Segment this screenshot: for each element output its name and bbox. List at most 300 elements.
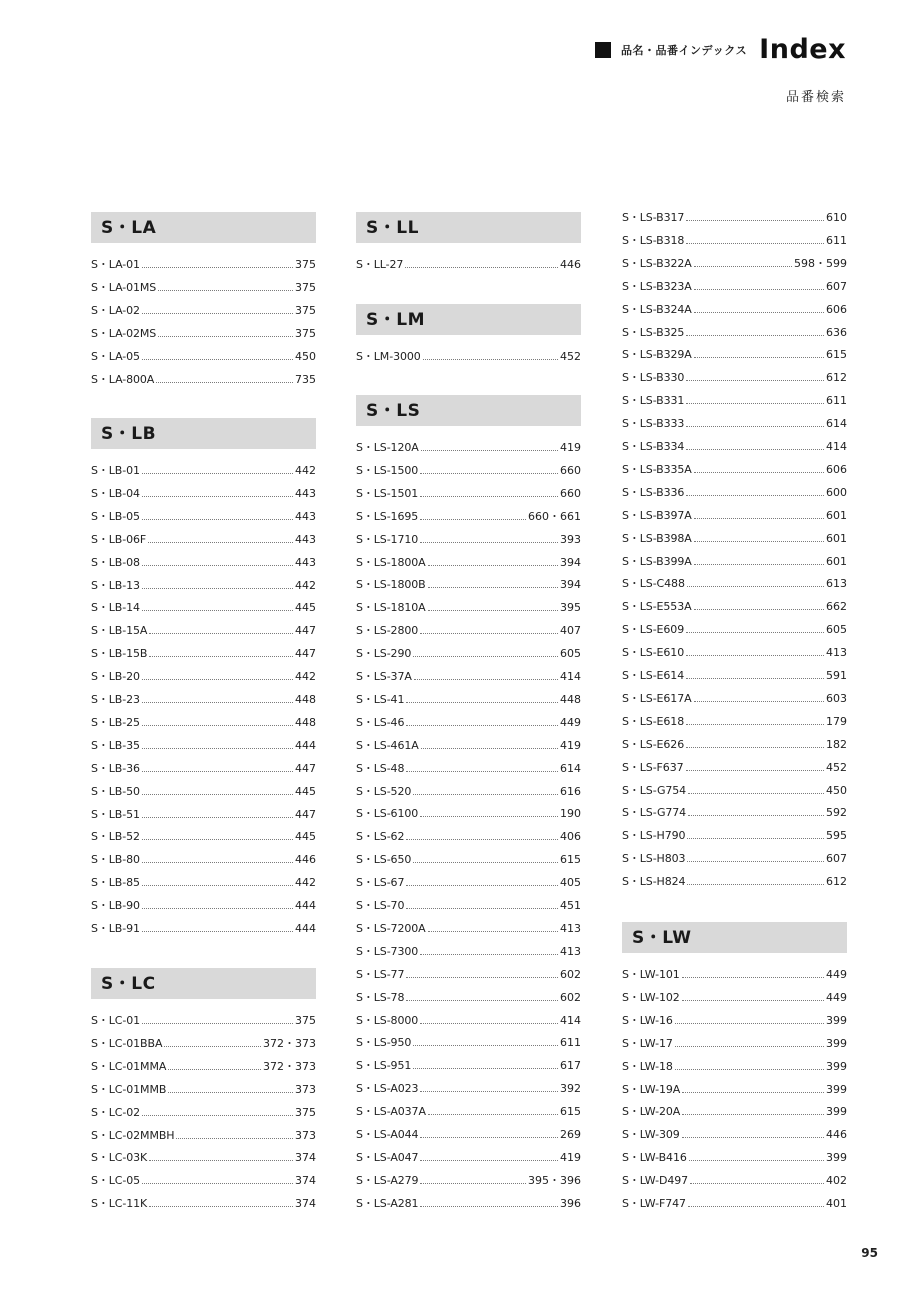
index-entry xyxy=(356,1013,581,1036)
dot-leader xyxy=(694,518,824,519)
dot-leader xyxy=(686,495,824,496)
index-entry xyxy=(91,1013,316,1036)
index-entry xyxy=(622,210,847,233)
dot-leader xyxy=(420,1183,526,1184)
product-code: S・LB-15B xyxy=(91,647,148,661)
page-ref: 443 xyxy=(295,532,316,546)
page-ref: 447 xyxy=(295,624,316,638)
index-entry xyxy=(356,852,581,875)
page-ref: 446 xyxy=(560,258,581,271)
product-code: S・LS-1500 xyxy=(356,463,419,477)
page-ref: 602 xyxy=(560,990,581,1004)
page-ref: 406 xyxy=(560,830,581,844)
page-ref: 602 xyxy=(560,967,581,981)
product-code: S・LB-14 xyxy=(91,601,140,615)
index-entry xyxy=(356,486,581,509)
index-entry xyxy=(622,1059,847,1082)
index-entry xyxy=(622,279,847,302)
page-ref: 612 xyxy=(826,875,847,889)
page-ref: 445 xyxy=(295,784,316,798)
page-ref: 372・373 xyxy=(263,1059,316,1073)
index-entry xyxy=(622,874,847,897)
header-subtitle: 品番検索 xyxy=(785,90,846,105)
dot-leader xyxy=(686,220,824,221)
index-entry xyxy=(91,761,316,784)
index-entry xyxy=(91,898,316,921)
index-entry xyxy=(622,645,847,668)
index-entry xyxy=(622,622,847,645)
index-entry xyxy=(622,439,847,462)
page-ref: 614 xyxy=(826,417,847,431)
dot-leader xyxy=(687,838,824,839)
page-ref: 611 xyxy=(560,1036,581,1050)
page-ref: 636 xyxy=(826,325,847,339)
section-header-col3-0: S・LW xyxy=(622,922,847,953)
product-code: S・LS-E609 xyxy=(622,623,685,637)
dot-leader xyxy=(420,1206,558,1207)
page-ref: 395・396 xyxy=(528,1173,581,1187)
product-code: S・LS-H790 xyxy=(622,829,686,843)
index-entry xyxy=(91,486,316,509)
page-ref: 601 xyxy=(826,531,847,545)
index-entry xyxy=(356,898,581,921)
dot-leader xyxy=(687,861,824,862)
page-ref: 419 xyxy=(560,738,581,752)
index-entry xyxy=(622,576,847,599)
index-entry xyxy=(622,1013,847,1036)
index-entry xyxy=(356,349,581,372)
page-ref: 419 xyxy=(560,441,581,454)
index-entry xyxy=(91,1105,316,1128)
product-code: S・LB-08 xyxy=(91,555,140,569)
product-code: S・LS-B333 xyxy=(622,417,685,431)
dot-leader xyxy=(686,655,824,656)
page-ref: 399 xyxy=(826,1082,847,1096)
page-ref: 615 xyxy=(560,1105,581,1119)
index-entry xyxy=(91,463,316,486)
product-code: S・LB-51 xyxy=(91,807,140,821)
index-entry xyxy=(91,807,316,830)
dot-leader xyxy=(158,336,293,337)
page-ref: 399 xyxy=(826,1151,847,1165)
dot-leader xyxy=(694,266,792,267)
dot-leader xyxy=(688,815,824,816)
page-ref: 373 xyxy=(295,1082,316,1096)
product-code: S・LW-F747 xyxy=(622,1197,686,1210)
product-code: S・LC-05 xyxy=(91,1174,141,1188)
index-entry xyxy=(356,921,581,944)
product-code: S・LB-36 xyxy=(91,761,140,775)
product-code: S・LB-91 xyxy=(91,922,140,935)
product-code: S・LB-80 xyxy=(91,853,140,867)
product-code: S・LS-1695 xyxy=(356,509,419,523)
page-ref: 611 xyxy=(826,394,847,408)
index-entry xyxy=(356,761,581,784)
page-ref: 442 xyxy=(295,578,316,592)
index-entry xyxy=(622,233,847,256)
product-code: S・LC-01 xyxy=(91,1014,141,1027)
product-code: S・LS-B335A xyxy=(622,462,692,476)
index-entry xyxy=(91,532,316,555)
product-code: S・LC-02 xyxy=(91,1105,141,1119)
dot-leader xyxy=(428,565,558,566)
page-ref: 407 xyxy=(560,624,581,638)
page-ref: 392 xyxy=(560,1082,581,1096)
index-entry xyxy=(91,280,316,303)
index-entry xyxy=(91,1036,316,1059)
product-code: S・LS-290 xyxy=(356,647,412,661)
dot-leader xyxy=(406,725,558,726)
index-entry xyxy=(622,1150,847,1173)
product-code: S・LB-35 xyxy=(91,738,140,752)
page-ref: 446 xyxy=(826,1128,847,1142)
page-header xyxy=(595,34,846,65)
page-ref: 735 xyxy=(295,372,316,386)
page-ref: 449 xyxy=(826,990,847,1004)
page-ref: 614 xyxy=(560,761,581,775)
product-code: S・LS-B329A xyxy=(622,348,692,362)
dot-leader xyxy=(142,473,293,474)
dot-leader xyxy=(142,519,293,520)
product-code: S・LS-B317 xyxy=(622,211,685,224)
index-entry xyxy=(91,555,316,578)
dot-leader xyxy=(420,519,526,520)
dot-leader xyxy=(406,885,558,886)
product-code: S・LB-85 xyxy=(91,876,140,890)
product-code: S・LS-C488 xyxy=(622,577,685,591)
product-code: S・LS-B397A xyxy=(622,508,692,522)
product-code: S・LS-B398A xyxy=(622,531,692,545)
page-ref: 444 xyxy=(295,738,316,752)
page-ref: 601 xyxy=(826,508,847,522)
product-code: S・LS-B322A xyxy=(622,256,692,270)
dot-leader xyxy=(149,656,293,657)
dot-leader xyxy=(682,1092,824,1093)
dot-leader xyxy=(686,449,824,450)
page-ref: 613 xyxy=(826,577,847,591)
dot-leader xyxy=(168,1069,261,1070)
product-code: S・LS-A047 xyxy=(356,1150,419,1164)
dot-leader xyxy=(675,1046,824,1047)
product-code: S・LS-B336 xyxy=(622,485,685,499)
page-ref: 393 xyxy=(560,532,581,546)
product-code: S・LS-67 xyxy=(356,876,405,890)
page-ref: 190 xyxy=(560,807,581,821)
product-code: S・LB-15A xyxy=(91,624,148,638)
page-ref: 413 xyxy=(826,646,847,660)
index-entry xyxy=(356,646,581,669)
index-entry xyxy=(356,440,581,463)
product-code: S・LC-03K xyxy=(91,1151,148,1165)
dot-leader xyxy=(142,794,293,795)
page-ref: 610 xyxy=(826,211,847,224)
page-ref: 442 xyxy=(295,670,316,684)
dot-leader xyxy=(428,931,558,932)
product-code: S・LS-B323A xyxy=(622,279,692,293)
page-ref: 603 xyxy=(826,691,847,705)
page-ref: 452 xyxy=(826,760,847,774)
dot-leader xyxy=(686,747,824,748)
product-code: S・LA-800A xyxy=(91,372,155,386)
index-entry xyxy=(622,1196,847,1219)
index-entry xyxy=(356,784,581,807)
product-code: S・LS-E553A xyxy=(622,600,692,614)
product-code: S・LB-20 xyxy=(91,670,140,684)
page-ref: 448 xyxy=(295,715,316,729)
dot-leader xyxy=(421,450,558,451)
dot-leader xyxy=(420,1023,558,1024)
index-entry xyxy=(622,714,847,737)
dot-leader xyxy=(142,1115,293,1116)
dot-leader xyxy=(686,426,824,427)
index-entry xyxy=(622,760,847,783)
dot-leader xyxy=(694,564,824,565)
dot-leader xyxy=(686,335,824,336)
dot-leader xyxy=(142,267,293,268)
dot-leader xyxy=(142,565,293,566)
page-ref: 179 xyxy=(826,714,847,728)
index-entry xyxy=(356,577,581,600)
index-entry xyxy=(622,393,847,416)
dot-leader xyxy=(420,542,558,543)
page-ref: 449 xyxy=(560,715,581,729)
page-ref: 452 xyxy=(560,350,581,363)
page-ref: 447 xyxy=(295,807,316,821)
index-entry xyxy=(91,326,316,349)
product-code: S・LL-27 xyxy=(356,258,404,271)
page-ref: 399 xyxy=(826,1059,847,1073)
index-entry xyxy=(622,1104,847,1127)
page-ref: 374 xyxy=(295,1197,316,1211)
index-entry xyxy=(622,462,847,485)
dot-leader xyxy=(142,588,293,589)
dot-leader xyxy=(686,403,824,404)
product-code: S・LS-120A xyxy=(356,441,419,454)
dot-leader xyxy=(686,632,824,633)
dot-leader xyxy=(406,1000,558,1001)
product-code: S・LS-7200A xyxy=(356,921,426,935)
page-ref: 394 xyxy=(560,555,581,569)
dot-leader xyxy=(420,473,558,474)
product-code: S・LB-05 xyxy=(91,509,140,523)
dot-leader xyxy=(142,862,293,863)
dot-leader xyxy=(690,1183,824,1184)
product-code: S・LB-06F xyxy=(91,532,147,546)
index-entry xyxy=(622,805,847,828)
dot-leader xyxy=(694,541,824,542)
index-entry xyxy=(91,715,316,738)
index-entry xyxy=(622,302,847,325)
page-ref: 611 xyxy=(826,233,847,247)
index-entry xyxy=(91,1082,316,1105)
index-entry xyxy=(356,715,581,738)
index-entry xyxy=(622,851,847,874)
page-ref: 595 xyxy=(826,829,847,843)
dot-leader xyxy=(405,267,558,268)
dot-leader xyxy=(686,770,825,771)
product-code: S・LW-20A xyxy=(622,1105,681,1119)
product-code: S・LB-50 xyxy=(91,784,140,798)
product-code: S・LB-01 xyxy=(91,464,140,477)
index-entry xyxy=(356,532,581,555)
index-entry xyxy=(622,691,847,714)
page-ref: 442 xyxy=(295,464,316,477)
dot-leader xyxy=(694,701,824,702)
dot-leader xyxy=(413,656,558,657)
index-entry xyxy=(91,738,316,761)
product-code: S・LS-B399A xyxy=(622,554,692,568)
product-code: S・LS-37A xyxy=(356,670,412,683)
dot-leader xyxy=(686,380,824,381)
dot-leader xyxy=(423,359,558,360)
dot-leader xyxy=(158,290,293,291)
product-code: S・LB-25 xyxy=(91,715,140,729)
product-code: S・LS-46 xyxy=(356,715,405,729)
index-entry xyxy=(91,921,316,944)
dot-leader xyxy=(142,610,293,611)
index-entry xyxy=(91,303,316,326)
dot-leader xyxy=(682,1137,824,1138)
page-ref: 447 xyxy=(295,647,316,661)
dot-leader xyxy=(142,679,293,680)
dot-leader xyxy=(420,633,558,634)
index-entry xyxy=(91,692,316,715)
index-entry xyxy=(622,783,847,806)
dot-leader xyxy=(420,1091,558,1092)
product-code: S・LS-E617A xyxy=(622,691,692,705)
page-ref: 399 xyxy=(826,1036,847,1050)
dot-leader xyxy=(420,954,558,955)
index-entry xyxy=(91,1128,316,1151)
product-code: S・LB-52 xyxy=(91,830,140,844)
page-ref: 447 xyxy=(295,761,316,775)
page-ref: 607 xyxy=(826,279,847,293)
page-ref: 606 xyxy=(826,462,847,476)
product-code: S・LS-2800 xyxy=(356,624,419,638)
page-ref: 605 xyxy=(560,647,581,661)
dot-leader xyxy=(406,771,558,772)
product-code: S・LS-70 xyxy=(356,899,405,912)
index-entry xyxy=(356,944,581,967)
index-entry xyxy=(356,555,581,578)
page-ref: 445 xyxy=(295,830,316,844)
index-entry xyxy=(91,578,316,601)
product-code: S・LS-1800A xyxy=(356,555,426,569)
page-ref: 616 xyxy=(560,784,581,798)
dot-leader xyxy=(694,472,824,473)
index-entry xyxy=(622,599,847,622)
page-ref: 443 xyxy=(295,555,316,569)
product-code: S・LW-17 xyxy=(622,1036,673,1050)
index-entry xyxy=(91,1059,316,1082)
product-code: S・LS-8000 xyxy=(356,1013,419,1027)
section-header-col2-2: S・LS xyxy=(356,395,581,426)
product-code: S・LS-A044 xyxy=(356,1128,419,1141)
index-entry xyxy=(91,1196,316,1219)
index-entry xyxy=(356,1150,581,1173)
dot-leader xyxy=(686,678,824,679)
dot-leader xyxy=(149,633,293,634)
product-code: S・LS-950 xyxy=(356,1036,412,1050)
index-entry xyxy=(356,875,581,898)
product-code: S・LW-18 xyxy=(622,1059,673,1073)
page-ref: 414 xyxy=(560,1013,581,1027)
product-code: S・LS-A023 xyxy=(356,1082,419,1096)
index-entry xyxy=(91,623,316,646)
product-code: S・LB-23 xyxy=(91,693,140,706)
index-entry xyxy=(622,828,847,851)
product-code: S・LC-01MMA xyxy=(91,1059,167,1073)
dot-leader xyxy=(420,1137,558,1138)
dot-leader xyxy=(686,243,824,244)
page-ref: 375 xyxy=(295,258,316,271)
dot-leader xyxy=(168,1092,293,1093)
page-ref: 606 xyxy=(826,302,847,316)
dot-leader xyxy=(142,771,293,772)
page-ref: 375 xyxy=(295,1105,316,1119)
product-code: S・LS-1501 xyxy=(356,486,419,500)
index-entry xyxy=(356,829,581,852)
index-entry xyxy=(356,1081,581,1104)
product-code: S・LS-B325 xyxy=(622,325,685,339)
page-ref: 269 xyxy=(560,1128,581,1141)
dot-leader xyxy=(142,748,293,749)
page-ref: 598・599 xyxy=(794,256,847,270)
page-ref: 449 xyxy=(826,968,847,981)
dot-leader xyxy=(694,609,824,610)
product-code: S・LM-3000 xyxy=(356,350,421,363)
index-entry xyxy=(91,600,316,623)
product-code: S・LC-01MMB xyxy=(91,1082,167,1096)
page-ref: 442 xyxy=(295,876,316,890)
dot-leader xyxy=(413,1045,558,1046)
product-code: S・LW-B416 xyxy=(622,1151,687,1165)
page-ref: 399 xyxy=(826,1013,847,1027)
dot-leader xyxy=(421,748,558,749)
page-ref: 443 xyxy=(295,509,316,523)
index-entry xyxy=(622,1127,847,1150)
index-entry xyxy=(91,1150,316,1173)
index-entry xyxy=(622,370,847,393)
index-entry xyxy=(356,600,581,623)
product-code: S・LS-7300 xyxy=(356,944,419,958)
product-code: S・LS-A281 xyxy=(356,1196,419,1210)
index-entry xyxy=(622,485,847,508)
product-code: S・LA-01 xyxy=(91,258,140,271)
product-code: S・LC-11K xyxy=(91,1197,148,1211)
dot-leader xyxy=(689,1160,824,1161)
product-code: S・LS-E610 xyxy=(622,646,685,660)
page-ref: 375 xyxy=(295,326,316,340)
dot-leader xyxy=(142,931,293,932)
dot-leader xyxy=(142,725,293,726)
index-entry xyxy=(356,669,581,692)
index-entry xyxy=(91,852,316,875)
page-ref: 448 xyxy=(560,692,581,706)
dot-leader xyxy=(420,1160,558,1161)
product-code: S・LS-1800B xyxy=(356,578,426,592)
product-code: S・LS-520 xyxy=(356,784,412,798)
product-code: S・LC-01BBA xyxy=(91,1036,163,1050)
page-ref: 395 xyxy=(560,601,581,615)
page-ref: 375 xyxy=(295,280,316,294)
dot-leader xyxy=(142,1183,293,1184)
product-code: S・LW-D497 xyxy=(622,1174,689,1188)
index-entry xyxy=(622,1036,847,1059)
page-ref: 399 xyxy=(826,1105,847,1119)
index-entry xyxy=(622,1173,847,1196)
dot-leader xyxy=(428,1114,558,1115)
